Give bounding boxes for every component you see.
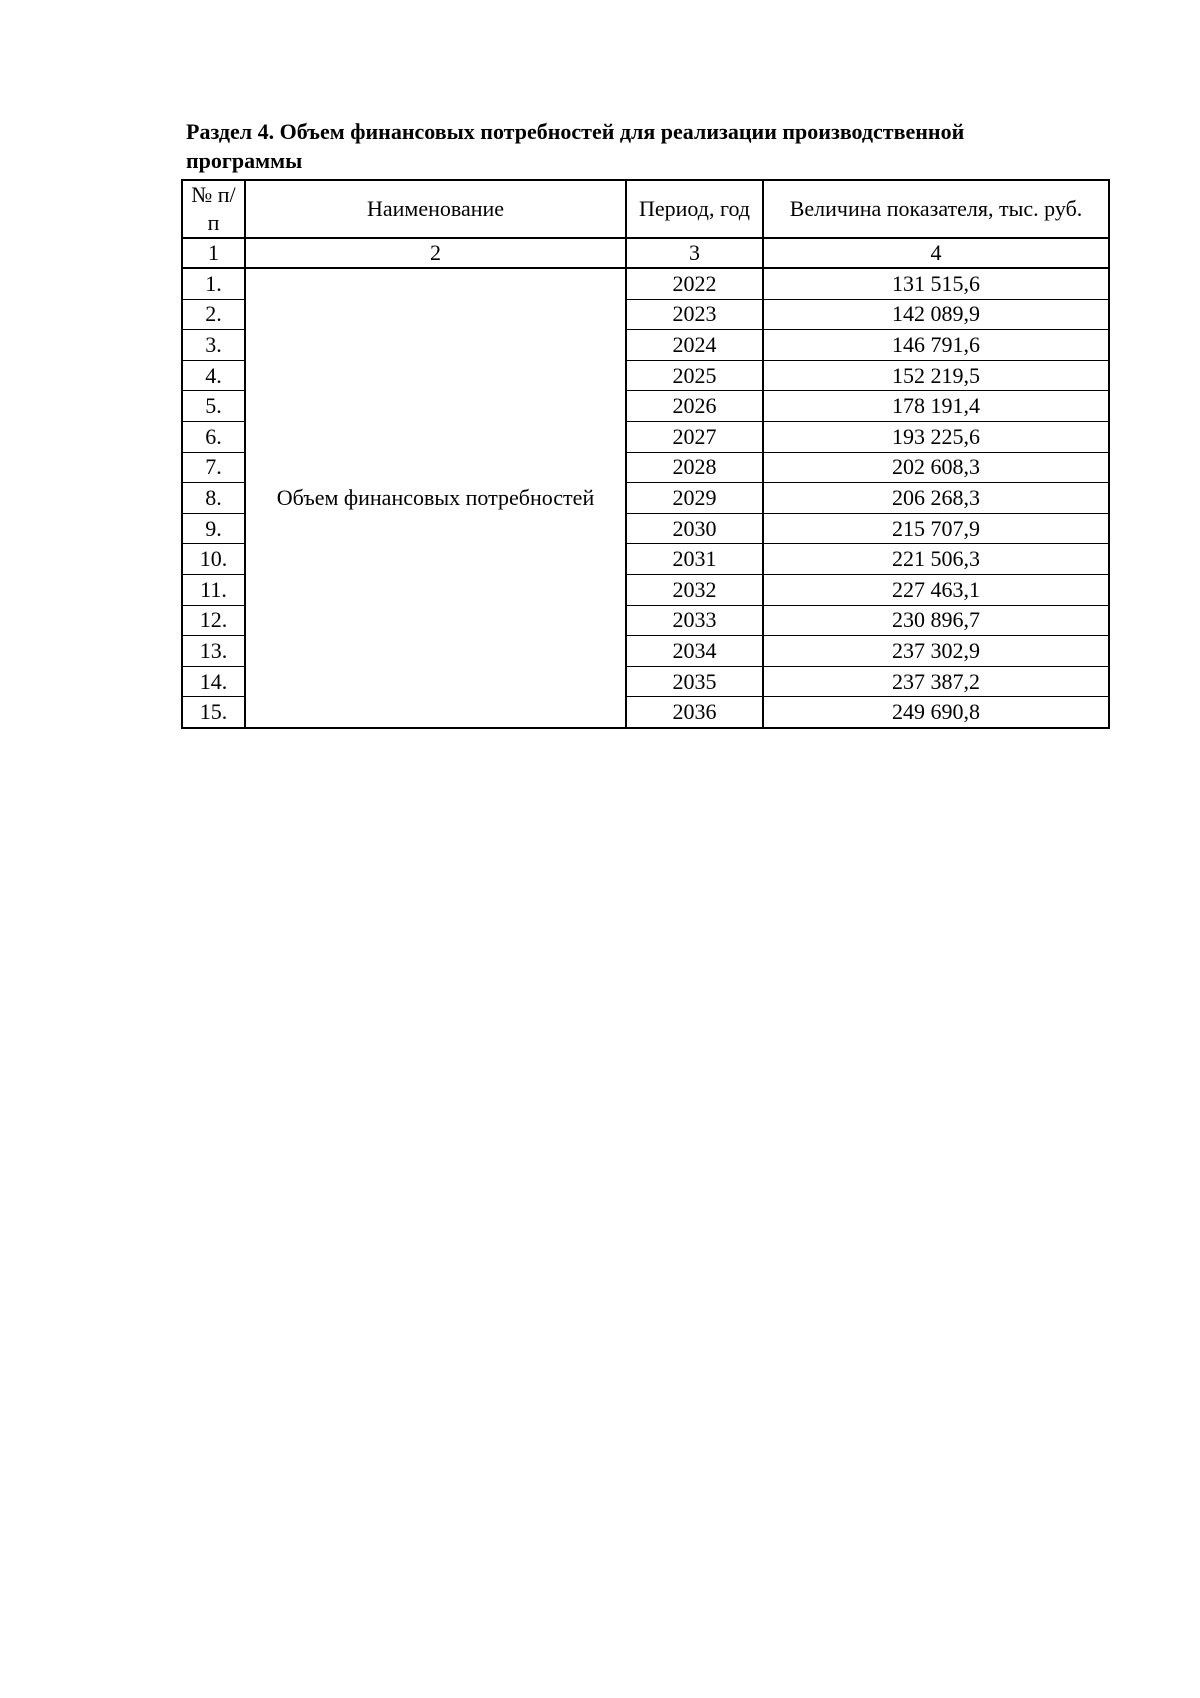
row-number: 13. — [182, 636, 245, 667]
indicator-value: 230 896,7 — [763, 605, 1109, 636]
period-year: 2031 — [626, 544, 763, 575]
indicator-value: 249 690,8 — [763, 697, 1109, 728]
indicator-value: 206 268,3 — [763, 483, 1109, 514]
row-number: 1. — [182, 268, 245, 299]
period-year: 2027 — [626, 421, 763, 452]
indicator-value: 221 506,3 — [763, 544, 1109, 575]
period-year: 2025 — [626, 360, 763, 391]
indicator-value: 202 608,3 — [763, 452, 1109, 483]
row-number: 15. — [182, 697, 245, 728]
indicator-value: 142 089,9 — [763, 299, 1109, 330]
page-title: Раздел 4. Объем финансовых потребностей для реализации производственной программы — [186, 119, 965, 173]
period-year: 2030 — [626, 513, 763, 544]
row-number: 14. — [182, 666, 245, 697]
period-year: 2032 — [626, 574, 763, 605]
table-header-row — [182, 180, 1109, 238]
indicator-value: 215 707,9 — [763, 513, 1109, 544]
period-year: 2036 — [626, 697, 763, 728]
indicator-value: 152 219,5 — [763, 360, 1109, 391]
row-number: 10. — [182, 544, 245, 575]
financial-needs-table — [181, 179, 1110, 729]
indicator-value: 193 225,6 — [763, 421, 1109, 452]
row-number: 11. — [182, 574, 245, 605]
indicator-value: 237 302,9 — [763, 636, 1109, 667]
row-number: 6. — [182, 421, 245, 452]
column-number: 1 — [182, 238, 245, 268]
indicator-value: 237 387,2 — [763, 666, 1109, 697]
period-year: 2026 — [626, 391, 763, 422]
header-period: Период, год — [626, 180, 763, 238]
period-year: 2023 — [626, 299, 763, 330]
indicator-value: 131 515,6 — [763, 268, 1109, 299]
row-number: 9. — [182, 513, 245, 544]
period-year: 2022 — [626, 268, 763, 299]
header-num: № п/п — [182, 180, 245, 238]
period-year: 2024 — [626, 330, 763, 361]
period-year: 2034 — [626, 636, 763, 667]
period-year: 2033 — [626, 605, 763, 636]
column-number: 4 — [763, 238, 1109, 268]
period-year: 2035 — [626, 666, 763, 697]
row-number: 12. — [182, 605, 245, 636]
indicator-value: 178 191,4 — [763, 391, 1109, 422]
header-name: Наименование — [245, 180, 626, 238]
row-number: 5. — [182, 391, 245, 422]
column-number: 3 — [626, 238, 763, 268]
table-body — [182, 268, 1109, 728]
indicator-name: Объем финансовых потребностей — [245, 268, 626, 728]
table-row — [182, 268, 1109, 299]
row-number: 3. — [182, 330, 245, 361]
period-year: 2029 — [626, 483, 763, 514]
row-number: 8. — [182, 483, 245, 514]
row-number: 7. — [182, 452, 245, 483]
column-number-row — [182, 238, 1109, 268]
row-number: 2. — [182, 299, 245, 330]
indicator-value: 227 463,1 — [763, 574, 1109, 605]
header-value: Величина показателя, тыс. руб. — [763, 180, 1109, 238]
row-number: 4. — [182, 360, 245, 391]
period-year: 2028 — [626, 452, 763, 483]
indicator-value: 146 791,6 — [763, 330, 1109, 361]
column-number: 2 — [245, 238, 626, 268]
